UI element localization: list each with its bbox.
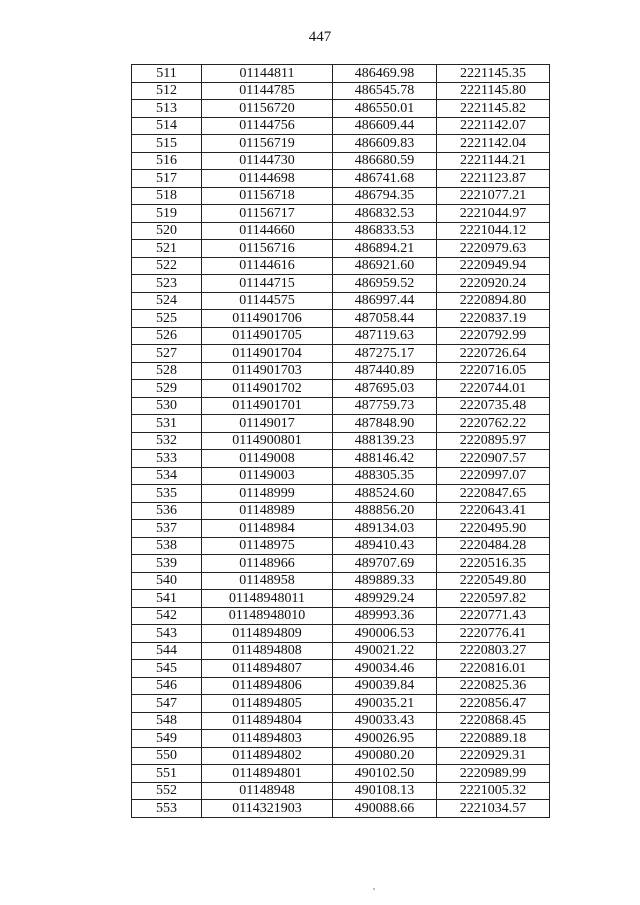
x-coordinate-cell: 486794.35 (333, 187, 437, 205)
parcel-id-cell: 0114894806 (202, 677, 333, 695)
point-number-cell: 523 (132, 275, 202, 293)
table-row (132, 590, 550, 608)
parcel-id-cell: 0114900801 (202, 432, 333, 450)
x-coordinate-cell: 488856.20 (333, 502, 437, 520)
parcel-id-cell: 01156720 (202, 100, 333, 118)
parcel-id-cell: 0114901705 (202, 327, 333, 345)
parcel-id-cell: 01144660 (202, 222, 333, 240)
table-row (132, 327, 550, 345)
x-coordinate-cell: 486997.44 (333, 292, 437, 310)
table-row (132, 765, 550, 783)
y-coordinate-cell: 2221142.04 (437, 135, 550, 153)
point-number-cell: 537 (132, 520, 202, 538)
point-number-cell: 551 (132, 765, 202, 783)
y-coordinate-cell: 2220816.01 (437, 660, 550, 678)
x-coordinate-cell: 489134.03 (333, 520, 437, 538)
parcel-id-cell: 01149017 (202, 415, 333, 433)
point-number-cell: 516 (132, 152, 202, 170)
parcel-id-cell: 0114894803 (202, 730, 333, 748)
point-number-cell: 524 (132, 292, 202, 310)
x-coordinate-cell: 489707.69 (333, 555, 437, 573)
x-coordinate-cell: 486469.98 (333, 65, 437, 83)
table-row (132, 555, 550, 573)
y-coordinate-cell: 2221142.07 (437, 117, 550, 135)
x-coordinate-cell: 487848.90 (333, 415, 437, 433)
table-row (132, 730, 550, 748)
x-coordinate-cell: 490088.66 (333, 800, 437, 818)
point-number-cell: 553 (132, 800, 202, 818)
table-row (132, 502, 550, 520)
table-row (132, 432, 550, 450)
y-coordinate-cell: 2220979.63 (437, 240, 550, 258)
x-coordinate-cell: 488524.60 (333, 485, 437, 503)
y-coordinate-cell: 2221123.87 (437, 170, 550, 188)
y-coordinate-cell: 2220997.07 (437, 467, 550, 485)
table-row (132, 747, 550, 765)
point-number-cell: 540 (132, 572, 202, 590)
x-coordinate-cell: 486550.01 (333, 100, 437, 118)
y-coordinate-cell: 2220762.22 (437, 415, 550, 433)
table-row (132, 240, 550, 258)
parcel-id-cell: 01144756 (202, 117, 333, 135)
x-coordinate-cell: 490021.22 (333, 642, 437, 660)
y-coordinate-cell: 2221077.21 (437, 187, 550, 205)
point-number-cell: 512 (132, 82, 202, 100)
point-number-cell: 552 (132, 782, 202, 800)
y-coordinate-cell: 2221005.32 (437, 782, 550, 800)
table-row (132, 782, 550, 800)
x-coordinate-cell: 486741.68 (333, 170, 437, 188)
table-row (132, 275, 550, 293)
table-row (132, 362, 550, 380)
point-number-cell: 535 (132, 485, 202, 503)
table-row (132, 82, 550, 100)
point-number-cell: 531 (132, 415, 202, 433)
table-row (132, 205, 550, 223)
y-coordinate-cell: 2220716.05 (437, 362, 550, 380)
table-row (132, 450, 550, 468)
y-coordinate-cell: 2220895.97 (437, 432, 550, 450)
parcel-id-cell: 01144811 (202, 65, 333, 83)
y-coordinate-cell: 2220989.99 (437, 765, 550, 783)
point-number-cell: 539 (132, 555, 202, 573)
table-row (132, 152, 550, 170)
point-number-cell: 538 (132, 537, 202, 555)
table-row (132, 345, 550, 363)
parcel-id-cell: 0114894807 (202, 660, 333, 678)
x-coordinate-cell: 488139.23 (333, 432, 437, 450)
parcel-id-cell: 01149003 (202, 467, 333, 485)
x-coordinate-cell: 490108.13 (333, 782, 437, 800)
table-row (132, 467, 550, 485)
y-coordinate-cell: 2220856.47 (437, 695, 550, 713)
point-number-cell: 532 (132, 432, 202, 450)
parcel-id-cell: 0114901701 (202, 397, 333, 415)
point-number-cell: 548 (132, 712, 202, 730)
point-number-cell: 518 (132, 187, 202, 205)
x-coordinate-cell: 490033.43 (333, 712, 437, 730)
point-number-cell: 549 (132, 730, 202, 748)
y-coordinate-cell: 2220803.27 (437, 642, 550, 660)
parcel-id-cell: 01148948011 (202, 590, 333, 608)
parcel-id-cell: 0114901703 (202, 362, 333, 380)
point-number-cell: 541 (132, 590, 202, 608)
parcel-id-cell: 01144616 (202, 257, 333, 275)
point-number-cell: 515 (132, 135, 202, 153)
x-coordinate-cell: 486921.60 (333, 257, 437, 275)
x-coordinate-cell: 488146.42 (333, 450, 437, 468)
parcel-id-cell: 01156719 (202, 135, 333, 153)
x-coordinate-cell: 488305.35 (333, 467, 437, 485)
y-coordinate-cell: 2221145.35 (437, 65, 550, 83)
table-row (132, 292, 550, 310)
parcel-id-cell: 0114894804 (202, 712, 333, 730)
table-row (132, 310, 550, 328)
parcel-id-cell: 01148984 (202, 520, 333, 538)
point-number-cell: 522 (132, 257, 202, 275)
y-coordinate-cell: 2220484.28 (437, 537, 550, 555)
x-coordinate-cell: 487440.89 (333, 362, 437, 380)
point-number-cell: 521 (132, 240, 202, 258)
table-row (132, 520, 550, 538)
table-row (132, 100, 550, 118)
y-coordinate-cell: 2220792.99 (437, 327, 550, 345)
x-coordinate-cell: 486609.44 (333, 117, 437, 135)
y-coordinate-cell: 2221145.82 (437, 100, 550, 118)
table-row (132, 187, 550, 205)
parcel-id-cell: 01148958 (202, 572, 333, 590)
x-coordinate-cell: 490102.50 (333, 765, 437, 783)
y-coordinate-cell: 2220597.82 (437, 590, 550, 608)
point-number-cell: 529 (132, 380, 202, 398)
table-row (132, 607, 550, 625)
x-coordinate-cell: 489889.33 (333, 572, 437, 590)
y-coordinate-cell: 2221145.80 (437, 82, 550, 100)
table-row (132, 642, 550, 660)
table-row (132, 572, 550, 590)
y-coordinate-cell: 2220894.80 (437, 292, 550, 310)
x-coordinate-cell: 490080.20 (333, 747, 437, 765)
point-number-cell: 526 (132, 327, 202, 345)
table-row (132, 397, 550, 415)
table-row (132, 380, 550, 398)
point-number-cell: 534 (132, 467, 202, 485)
page-number: 447 (308, 29, 332, 45)
point-number-cell: 514 (132, 117, 202, 135)
table-row (132, 537, 550, 555)
table-row (132, 712, 550, 730)
coordinates-table (131, 64, 550, 818)
parcel-id-cell: 01148948010 (202, 607, 333, 625)
x-coordinate-cell: 487695.03 (333, 380, 437, 398)
parcel-id-cell: 0114901702 (202, 380, 333, 398)
parcel-id-cell: 0114894801 (202, 765, 333, 783)
parcel-id-cell: 01156718 (202, 187, 333, 205)
point-number-cell: 542 (132, 607, 202, 625)
parcel-id-cell: 01148948 (202, 782, 333, 800)
parcel-id-cell: 01148966 (202, 555, 333, 573)
point-number-cell: 547 (132, 695, 202, 713)
parcel-id-cell: 0114901704 (202, 345, 333, 363)
y-coordinate-cell: 2220837.19 (437, 310, 550, 328)
scan-speck (373, 888, 375, 890)
x-coordinate-cell: 489993.36 (333, 607, 437, 625)
y-coordinate-cell: 2220825.36 (437, 677, 550, 695)
x-coordinate-cell: 486832.53 (333, 205, 437, 223)
y-coordinate-cell: 2220929.31 (437, 747, 550, 765)
y-coordinate-cell: 2220907.57 (437, 450, 550, 468)
y-coordinate-cell: 2220776.41 (437, 625, 550, 643)
table-row (132, 695, 550, 713)
table-row (132, 65, 550, 83)
y-coordinate-cell: 2220549.80 (437, 572, 550, 590)
x-coordinate-cell: 489929.24 (333, 590, 437, 608)
parcel-id-cell: 0114894802 (202, 747, 333, 765)
parcel-id-cell: 01156717 (202, 205, 333, 223)
point-number-cell: 517 (132, 170, 202, 188)
y-coordinate-cell: 2221044.12 (437, 222, 550, 240)
x-coordinate-cell: 486609.83 (333, 135, 437, 153)
point-number-cell: 546 (132, 677, 202, 695)
y-coordinate-cell: 2220495.90 (437, 520, 550, 538)
table-row (132, 257, 550, 275)
y-coordinate-cell: 2220744.01 (437, 380, 550, 398)
parcel-id-cell: 01148999 (202, 485, 333, 503)
parcel-id-cell: 01144785 (202, 82, 333, 100)
y-coordinate-cell: 2220735.48 (437, 397, 550, 415)
y-coordinate-cell: 2220949.94 (437, 257, 550, 275)
parcel-id-cell: 0114321903 (202, 800, 333, 818)
table-row (132, 677, 550, 695)
table-row (132, 625, 550, 643)
table-row (132, 660, 550, 678)
point-number-cell: 543 (132, 625, 202, 643)
y-coordinate-cell: 2220643.41 (437, 502, 550, 520)
point-number-cell: 513 (132, 100, 202, 118)
table-row (132, 415, 550, 433)
y-coordinate-cell: 2220771.43 (437, 607, 550, 625)
table-row (132, 170, 550, 188)
y-coordinate-cell: 2220868.45 (437, 712, 550, 730)
parcel-id-cell: 01144575 (202, 292, 333, 310)
table-row (132, 135, 550, 153)
table-row (132, 485, 550, 503)
x-coordinate-cell: 486680.59 (333, 152, 437, 170)
table-row (132, 800, 550, 818)
parcel-id-cell: 0114894809 (202, 625, 333, 643)
point-number-cell: 519 (132, 205, 202, 223)
point-number-cell: 544 (132, 642, 202, 660)
x-coordinate-cell: 487058.44 (333, 310, 437, 328)
point-number-cell: 525 (132, 310, 202, 328)
y-coordinate-cell: 2220726.64 (437, 345, 550, 363)
table-row (132, 222, 550, 240)
point-number-cell: 536 (132, 502, 202, 520)
x-coordinate-cell: 490039.84 (333, 677, 437, 695)
y-coordinate-cell: 2220889.18 (437, 730, 550, 748)
point-number-cell: 528 (132, 362, 202, 380)
point-number-cell: 520 (132, 222, 202, 240)
point-number-cell: 530 (132, 397, 202, 415)
x-coordinate-cell: 486833.53 (333, 222, 437, 240)
table-row (132, 117, 550, 135)
parcel-id-cell: 0114894808 (202, 642, 333, 660)
y-coordinate-cell: 2221144.21 (437, 152, 550, 170)
point-number-cell: 550 (132, 747, 202, 765)
point-number-cell: 545 (132, 660, 202, 678)
y-coordinate-cell: 2220847.65 (437, 485, 550, 503)
x-coordinate-cell: 487275.17 (333, 345, 437, 363)
parcel-id-cell: 0114901706 (202, 310, 333, 328)
x-coordinate-cell: 490034.46 (333, 660, 437, 678)
parcel-id-cell: 01156716 (202, 240, 333, 258)
x-coordinate-cell: 487119.63 (333, 327, 437, 345)
x-coordinate-cell: 486894.21 (333, 240, 437, 258)
point-number-cell: 533 (132, 450, 202, 468)
parcel-id-cell: 01149008 (202, 450, 333, 468)
parcel-id-cell: 01148989 (202, 502, 333, 520)
parcel-id-cell: 01144698 (202, 170, 333, 188)
x-coordinate-cell: 486959.52 (333, 275, 437, 293)
y-coordinate-cell: 2220516.35 (437, 555, 550, 573)
y-coordinate-cell: 2220920.24 (437, 275, 550, 293)
y-coordinate-cell: 2221044.97 (437, 205, 550, 223)
x-coordinate-cell: 489410.43 (333, 537, 437, 555)
y-coordinate-cell: 2221034.57 (437, 800, 550, 818)
x-coordinate-cell: 486545.78 (333, 82, 437, 100)
point-number-cell: 527 (132, 345, 202, 363)
parcel-id-cell: 01148975 (202, 537, 333, 555)
x-coordinate-cell: 490026.95 (333, 730, 437, 748)
parcel-id-cell: 01144715 (202, 275, 333, 293)
parcel-id-cell: 01144730 (202, 152, 333, 170)
point-number-cell: 511 (132, 65, 202, 83)
table-body (132, 65, 550, 818)
parcel-id-cell: 0114894805 (202, 695, 333, 713)
x-coordinate-cell: 490006.53 (333, 625, 437, 643)
x-coordinate-cell: 490035.21 (333, 695, 437, 713)
x-coordinate-cell: 487759.73 (333, 397, 437, 415)
